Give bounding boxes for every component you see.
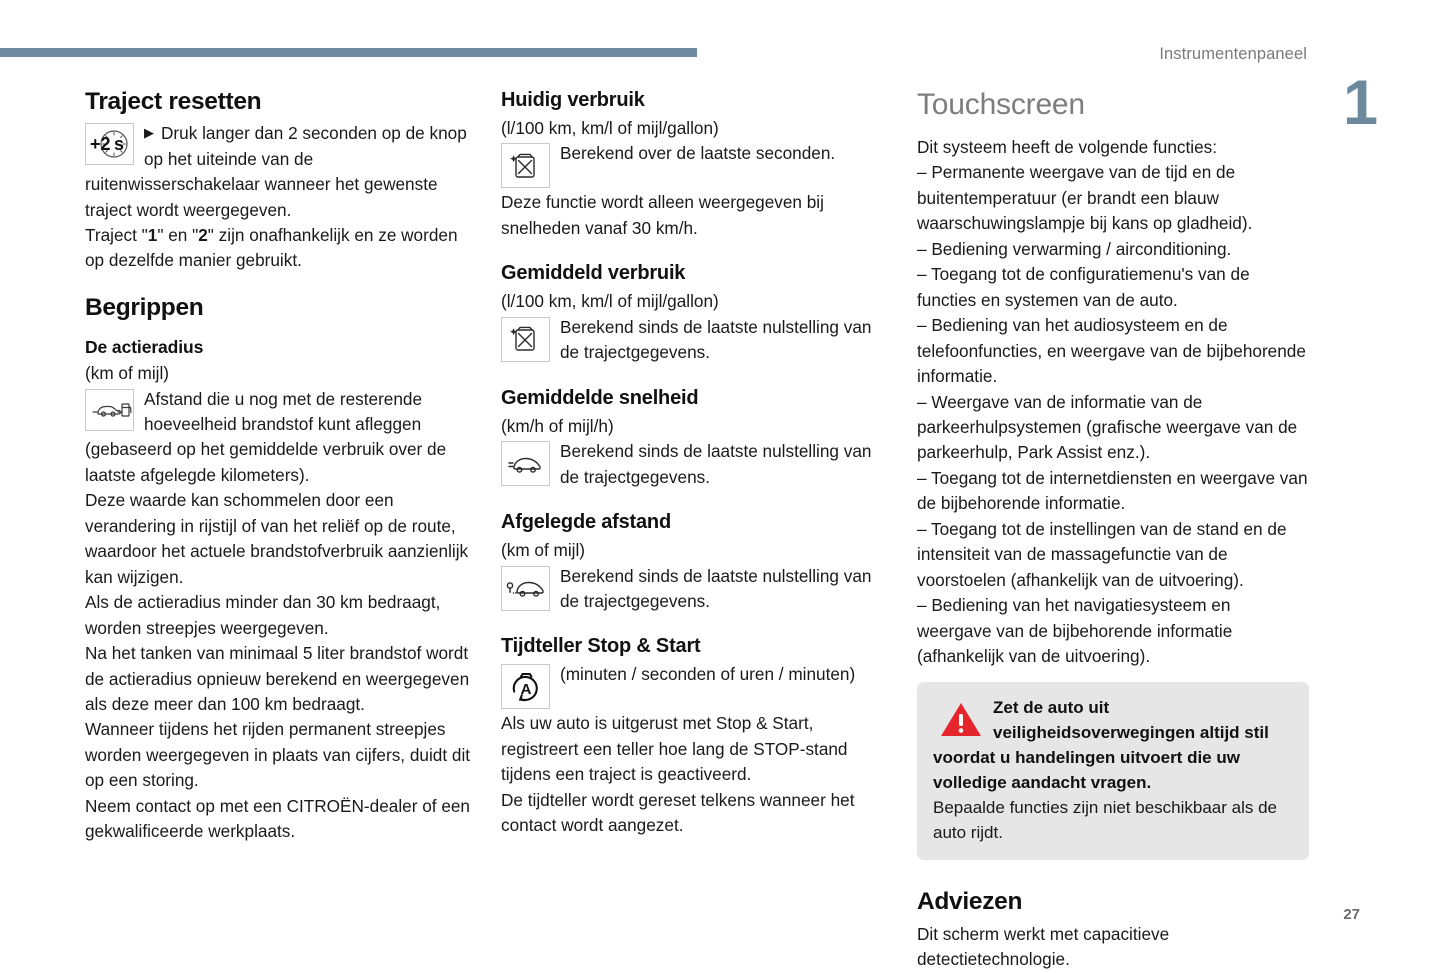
- snelheid-units: (km/h of mijl/h): [501, 415, 614, 436]
- actieradius-units: (km of mijl): [85, 363, 170, 384]
- huidig-units: (l/100 km, km/l of mijl/gallon): [501, 118, 719, 138]
- afstand-definition-text: Berekend sinds de laatste nulstelling van de trajectgegevens.: [560, 565, 872, 611]
- car-speed-icon: [501, 441, 550, 486]
- heading-touchscreen: Touchscreen: [917, 88, 1085, 121]
- heading-de-actieradius: De actieradius: [85, 337, 204, 358]
- page-number: 27: [1343, 906, 1360, 923]
- huidig-definition-text: Berekend over de laatste seconden.: [560, 143, 836, 164]
- heading-huidig-verbruik: Huidig verbruik: [501, 89, 645, 111]
- column-two: [501, 88, 893, 839]
- actieradius-paragraph-2: Deze waarde kan schommelen door een verandering in rijstijl of van het reliëf op de route, waardoor het actuele brandstofverbruik aanzienlijk kan wijzigen.: [85, 490, 469, 587]
- actieradius-paragraph-5: Wanneer tijdens het rijden permanent streepjes worden weergegeven in plaats van cijfers, duidt dit op een storing.: [85, 719, 471, 791]
- heading-adviezen: Adviezen: [917, 888, 1023, 916]
- plus-2-seconds-icon: [85, 123, 134, 165]
- fuel-can-cross-icon: [501, 317, 550, 362]
- feature-item: – Permanente weergave van de tijd en de buitentemperatuur (er brandt een blauw waarschuwingslampje bij kans op gladheid).: [917, 162, 1253, 234]
- huidig-note: Deze functie wordt alleen weergegeven bij snelheden vanaf 30 km/h.: [501, 192, 824, 238]
- traject-note: Traject "1" en "2" zijn onafhankelijk en ze worden op dezelfde manier gebruikt.: [85, 224, 458, 271]
- feature-item: – Bediening verwarming / airconditioning.: [917, 238, 1232, 259]
- svg-text:A: A: [520, 680, 531, 698]
- actieradius-definition-block: [85, 387, 475, 438]
- car-distance-icon: [501, 566, 550, 611]
- traject-instruction-text: [85, 121, 475, 172]
- column-one: [85, 88, 475, 845]
- actieradius-paragraph-6: Neem contact op met een CITROËN-dealer of een gekwalificeerde werkplaats.: [85, 795, 470, 842]
- svg-text:s: s: [114, 134, 125, 155]
- feature-item: – Toegang tot de instellingen van de stand en de intensiteit van de massagefunctie van de voorstoelen (afhankelijk van de uitvoering).: [917, 518, 1287, 590]
- tijdteller-paragraph-1: Als uw auto is uitgerust met Stop & Start, registreert een teller hoe lang de STOP-stand tijdens een traject is geactiveerd.: [501, 713, 848, 785]
- traject-2: 2: [198, 224, 208, 245]
- traject-instruction-block: [85, 121, 475, 172]
- bullet-triangle-icon: ▶: [144, 125, 154, 141]
- heading-gemiddelde-snelheid: Gemiddelde snelheid: [501, 386, 699, 409]
- touchscreen-intro: Dit systeem heeft de volgende functies:: [917, 137, 1217, 157]
- warning-bold-text: Zet de auto uit veiligheidsoverwegingen altijd stil voordat u handelingen uitvoert die uw volledige aandacht vragen.: [933, 697, 1269, 792]
- actieradius-paragraph-4: Na het tanken van minimaal 5 liter brandstof wordt de actieradius opnieuw berekend en weergegeven als deze meer dan 100 km bedraagt.: [85, 643, 470, 714]
- stop-start-a-icon: [501, 664, 550, 709]
- warning-body-text: Bepaalde functies zijn niet beschikbaar als de auto rijdt.: [933, 798, 1277, 843]
- traject-instruction-continued: ruitenwisserschakelaar wanneer het gewenste traject wordt weergegeven.: [85, 174, 438, 220]
- heading-gemiddeld-verbruik: Gemiddeld verbruik: [501, 262, 686, 285]
- column-three: [917, 88, 1309, 973]
- heading-traject-resetten: Traject resetten: [85, 88, 262, 115]
- feature-item: – Bediening van het navigatiesysteem en weergave van de bijbehorende informatie (afhankelijk van de uitvoering).: [917, 595, 1233, 667]
- traject-1: 1: [147, 224, 158, 245]
- gemiddeld-definition-text: Berekend sinds de laatste nulstelling van de trajectgegevens.: [560, 316, 872, 363]
- actieradius-definition-text: Afstand die u nog met de resterende hoeveelheid brandstof kunt afleggen: [144, 388, 423, 434]
- heading-begrippen: Begrippen: [85, 293, 204, 321]
- section-title: Instrumentenpaneel: [1159, 45, 1307, 63]
- safety-warning-box: [917, 682, 1309, 861]
- svg-text:+2: +2: [90, 134, 111, 155]
- actieradius-definition-continued: (gebaseerd op het gemiddelde verbruik over de laatste afgelegde kilometers).: [85, 439, 447, 485]
- snelheid-definition-block: [501, 439, 893, 490]
- feature-item: – Weergave van de informatie van de parkeerhulpsystemen (grafische weergave van de parkeerhulp, Park Assist enz.).: [917, 391, 1298, 463]
- actieradius-paragraph-3: Als de actieradius minder dan 30 km bedraagt, worden streepjes weergegeven.: [85, 592, 441, 638]
- afstand-units: (km of mijl): [501, 540, 586, 561]
- heading-afgelegde-afstand: Afgelegde afstand: [501, 511, 671, 534]
- tijdteller-units: (minuten / seconden of uren / minuten): [560, 664, 856, 685]
- gemiddeld-units: (l/100 km, km/l of mijl/gallon): [501, 291, 719, 312]
- warning-triangle-icon: [939, 698, 983, 743]
- header-rule: [0, 48, 697, 57]
- feature-item: – Bediening van het audiosysteem en de telefoonfuncties, en weergave van de bijbehorende informatie.: [917, 315, 1306, 387]
- feature-item: – Toegang tot de configuratiemenu's van de functies en systemen van de auto.: [917, 264, 1250, 310]
- afstand-definition-block: [501, 564, 893, 615]
- snelheid-definition-text: Berekend sinds de laatste nulstelling van de trajectgegevens.: [560, 441, 872, 487]
- tijdteller-units-block: [501, 662, 893, 711]
- heading-tijdteller-stop-start: Tijdteller Stop & Start: [501, 635, 701, 658]
- car-fuel-pump-icon: [85, 389, 134, 431]
- feature-item: – Toegang tot de internetdiensten en weergave van de bijbehorende informatie.: [917, 467, 1308, 514]
- tijdteller-paragraph-2: De tijdteller wordt gereset telkens wanneer het contact wordt aangezet.: [501, 789, 855, 836]
- huidig-definition-block: [501, 141, 893, 190]
- fuel-can-cross-icon: [501, 143, 550, 188]
- traject-instruction-main: Druk langer dan 2 seconden op de knop op het uiteinde van de: [144, 123, 467, 169]
- gemiddeld-definition-block: [501, 315, 893, 366]
- adviezen-text: Dit scherm werkt met capacitieve detectietechnologie.: [917, 923, 1170, 970]
- chapter-number: 1: [1342, 68, 1377, 138]
